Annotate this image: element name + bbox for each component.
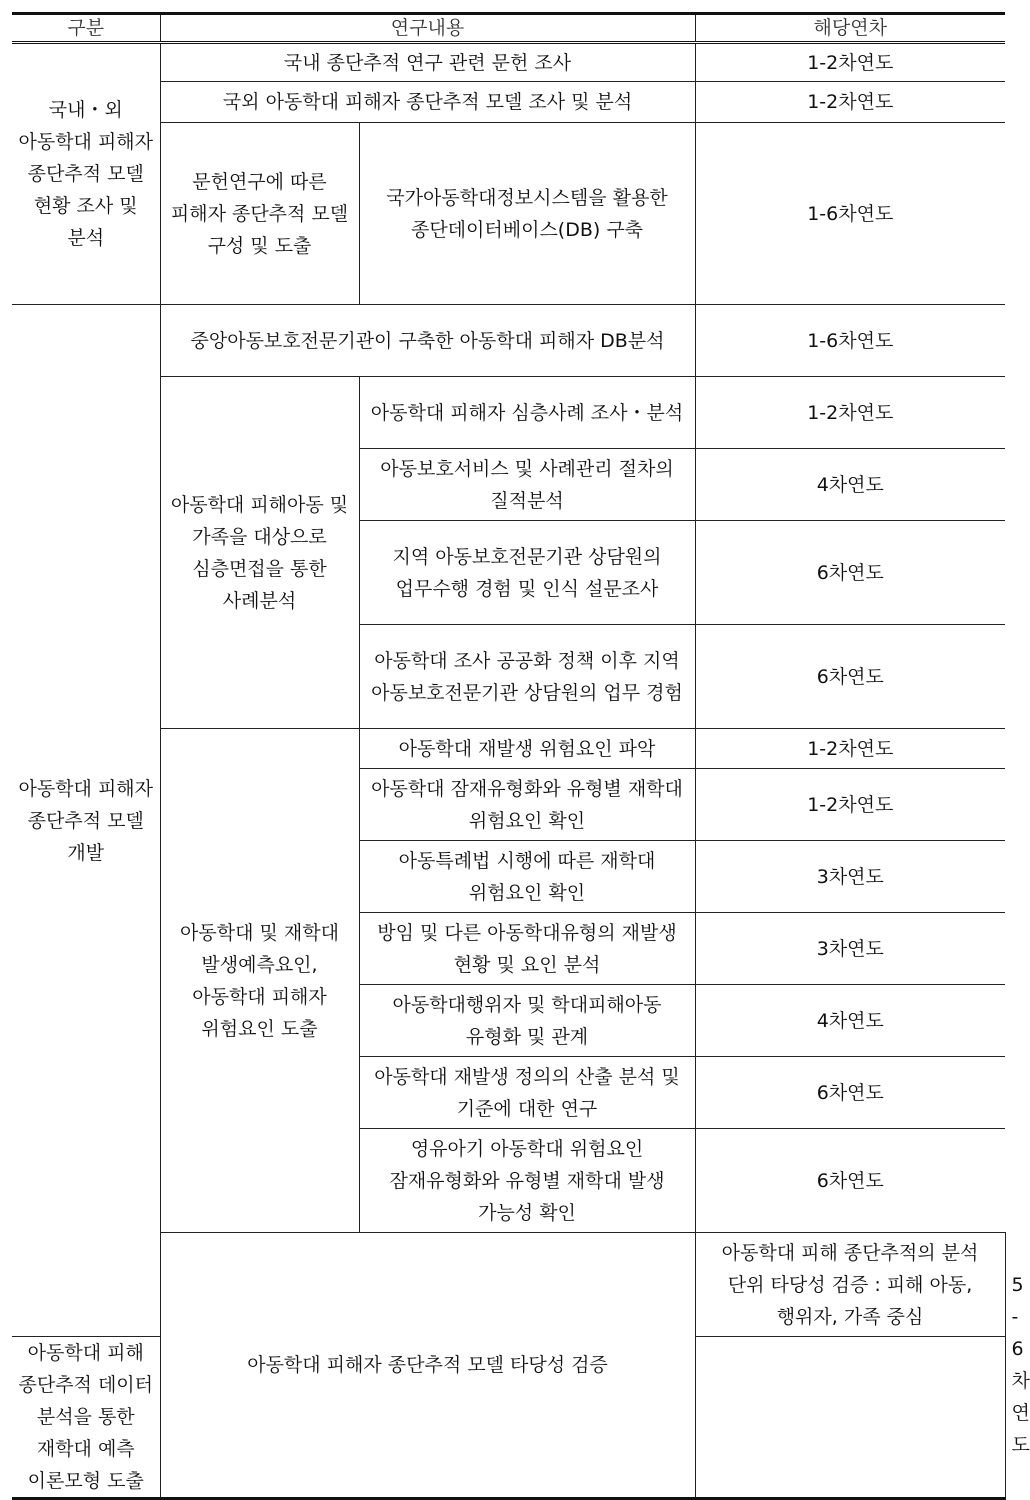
header-category: 구분: [12, 14, 160, 43]
year-cell: 4차연도: [695, 985, 1005, 1057]
category-cell: 아동학대 피해자 종단추적 모델 타당성 검증: [160, 1233, 695, 1499]
content-cell: 중앙아동보호전문기관이 구축한 아동학대 피해자 DB분석: [160, 305, 695, 377]
table-row: [12, 305, 1005, 377]
year-cell: 1-2차연도: [695, 769, 1005, 841]
research-plan-table: [12, 12, 1030, 1500]
category-cell: 아동학대 피해자 종단추적 모델 개발: [12, 305, 160, 1337]
year-cell: 6차연도: [695, 521, 1005, 625]
content-cell: 아동학대 피해자 심층사례 조사・분석: [359, 377, 695, 449]
content-cell: 아동학대 피해 종단추적 데이터 분석을 통한 재학대 예측 이론모형 도출: [12, 1337, 160, 1499]
year-cell: 6차연도: [695, 1129, 1005, 1233]
research-plan-table-container: [12, 12, 1030, 1500]
table-row: 아동학대 피해자 종단추적 모델 타당성 검증 아동학대 피해 종단추적의 분석 단위 타당성 검증 : 피해 아동, 행위자, 가족 중심 5-6차연도: [12, 1233, 1005, 1337]
content-cell: 국내 종단추적 연구 관련 문헌 조사: [160, 43, 695, 82]
year-cell: 1-2차연도: [695, 82, 1005, 123]
category-cell: 국내・외 아동학대 피해자 종단추적 모델 현황 조사 및 분석: [12, 43, 160, 305]
content-cell: 아동학대 재발생 정의의 산출 분석 및 기준에 대한 연구: [359, 1057, 695, 1129]
content-cell: 아동학대 피해 종단추적의 분석 단위 타당성 검증 : 피해 아동, 행위자, 가족 중심: [695, 1233, 1005, 1337]
year-cell: 3차연도: [695, 841, 1005, 913]
year-cell: 3차연도: [695, 913, 1005, 985]
content-cell: 아동학대 재발생 위험요인 파악: [359, 729, 695, 769]
year-cell: 1-2차연도: [695, 729, 1005, 769]
year-cell: 1-6차연도: [695, 123, 1005, 305]
content-cell: 영유아기 아동학대 위험요인 잠재유형화와 유형별 재학대 발생 가능성 확인: [359, 1129, 695, 1233]
table-row: [12, 377, 1005, 449]
year-cell: 1-6차연도: [695, 305, 1005, 377]
year-cell: 6차연도: [695, 625, 1005, 729]
table-row: [12, 729, 1005, 769]
year-cell: 4차연도: [695, 449, 1005, 521]
content-cell: 국외 아동학대 피해자 종단추적 모델 조사 및 분석: [160, 82, 695, 123]
content-cell: 방임 및 다른 아동학대유형의 재발생 현황 및 요인 분석: [359, 913, 695, 985]
content-cell: 아동특례법 시행에 따른 재학대 위험요인 확인: [359, 841, 695, 913]
subcategory-cell: 아동학대 피해아동 및 가족을 대상으로 심층면접을 통한 사례분석: [160, 377, 359, 729]
subcategory-cell: 문헌연구에 따른 피해자 종단추적 모델 구성 및 도출: [160, 123, 359, 305]
content-cell: 지역 아동보호전문기관 상담원의 업무수행 경험 및 인식 설문조사: [359, 521, 695, 625]
year-cell: 6차연도: [695, 1057, 1005, 1129]
content-cell: 아동학대 조사 공공화 정책 이후 지역 아동보호전문기관 상담원의 업무 경험: [359, 625, 695, 729]
header-content: 연구내용: [160, 14, 695, 43]
content-cell: 아동보호서비스 및 사례관리 절차의 질적분석: [359, 449, 695, 521]
content-cell: 아동학대행위자 및 학대피해아동 유형화 및 관계: [359, 985, 695, 1057]
header-row: [12, 14, 1005, 43]
content-cell: 국가아동학대정보시스템을 활용한 종단데이터베이스(DB) 구축: [359, 123, 695, 305]
table-row: [12, 123, 1005, 305]
subcategory-cell: 아동학대 및 재학대 발생예측요인, 아동학대 피해자 위험요인 도출: [160, 729, 359, 1233]
header-year: 해당연차: [695, 14, 1005, 43]
year-cell: 1-2차연도: [695, 43, 1005, 82]
table-row: [12, 43, 1005, 82]
content-cell: 아동학대 잠재유형화와 유형별 재학대 위험요인 확인: [359, 769, 695, 841]
year-cell: 1-2차연도: [695, 377, 1005, 449]
table-row: [12, 82, 1005, 123]
